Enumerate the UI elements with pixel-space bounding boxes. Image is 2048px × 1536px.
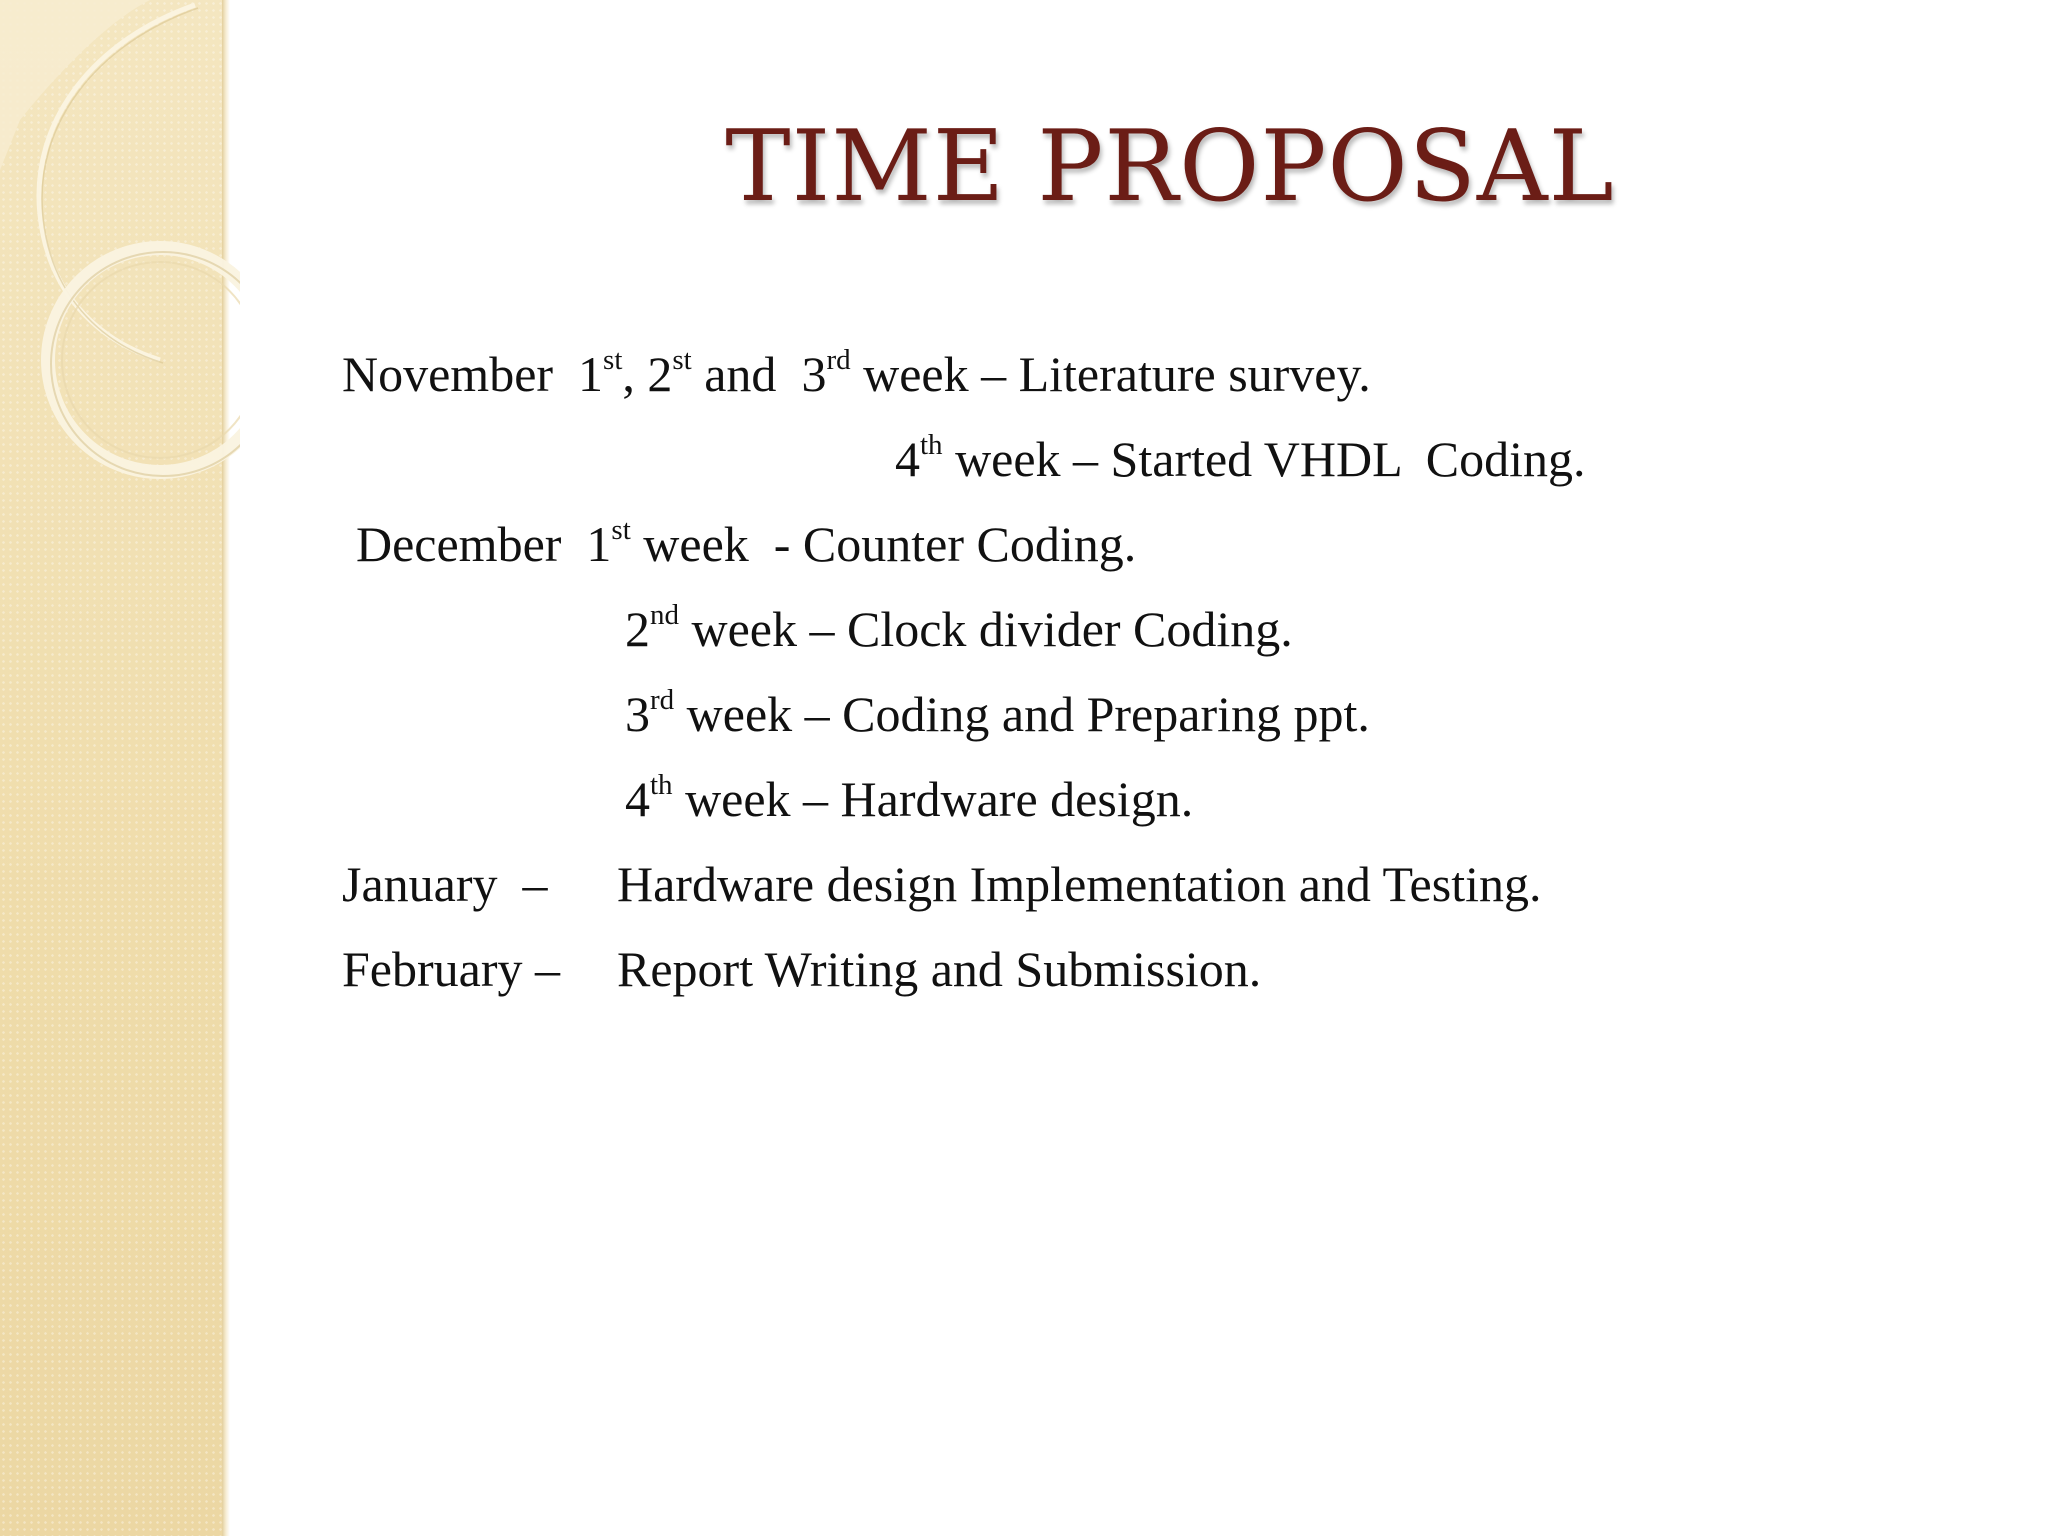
schedule-item-december-week-4: 4th week – Hardware design.: [625, 769, 1194, 827]
month-label: February –: [342, 941, 560, 997]
schedule-item-december-week-2: 2nd week – Clock divider Coding.: [625, 599, 1293, 657]
schedule-item-november-week-4: 4th week – Started VHDL Coding.: [895, 429, 1586, 487]
month-label: December: [356, 516, 562, 572]
activity-text: week – Coding and Preparing ppt.: [674, 686, 1370, 742]
activity-text: week – Hardware design.: [672, 771, 1194, 827]
activity-text: week - Counter Coding.: [630, 516, 1137, 572]
schedule-item-january-activity: [617, 856, 1542, 912]
slide-title: TIME PROPOSAL: [725, 110, 1615, 224]
schedule-item-december-week-1: December 1st week - Counter Coding.: [356, 514, 1137, 572]
schedule-item-december-week-3: 3rd week – Coding and Preparing ppt.: [625, 684, 1370, 742]
schedule-item-february: [342, 941, 560, 997]
activity-text: Report Writing and Submission.: [617, 941, 1262, 997]
activity-text: week – Started VHDL Coding.: [942, 431, 1586, 487]
activity-text: Hardware design Implementation and Testing.: [617, 856, 1542, 912]
activity-text: week – Clock divider Coding.: [679, 601, 1293, 657]
month-label: November: [342, 346, 554, 402]
activity-text: week – Literature survey.: [850, 346, 1371, 402]
schedule-item-november-weeks-1-3: November 1st, 2st and 3rd week – Literature survey.: [342, 344, 1371, 402]
month-label: January –: [342, 856, 548, 912]
schedule-item-february-activity: [617, 941, 1262, 997]
schedule-item-january: [342, 856, 548, 912]
